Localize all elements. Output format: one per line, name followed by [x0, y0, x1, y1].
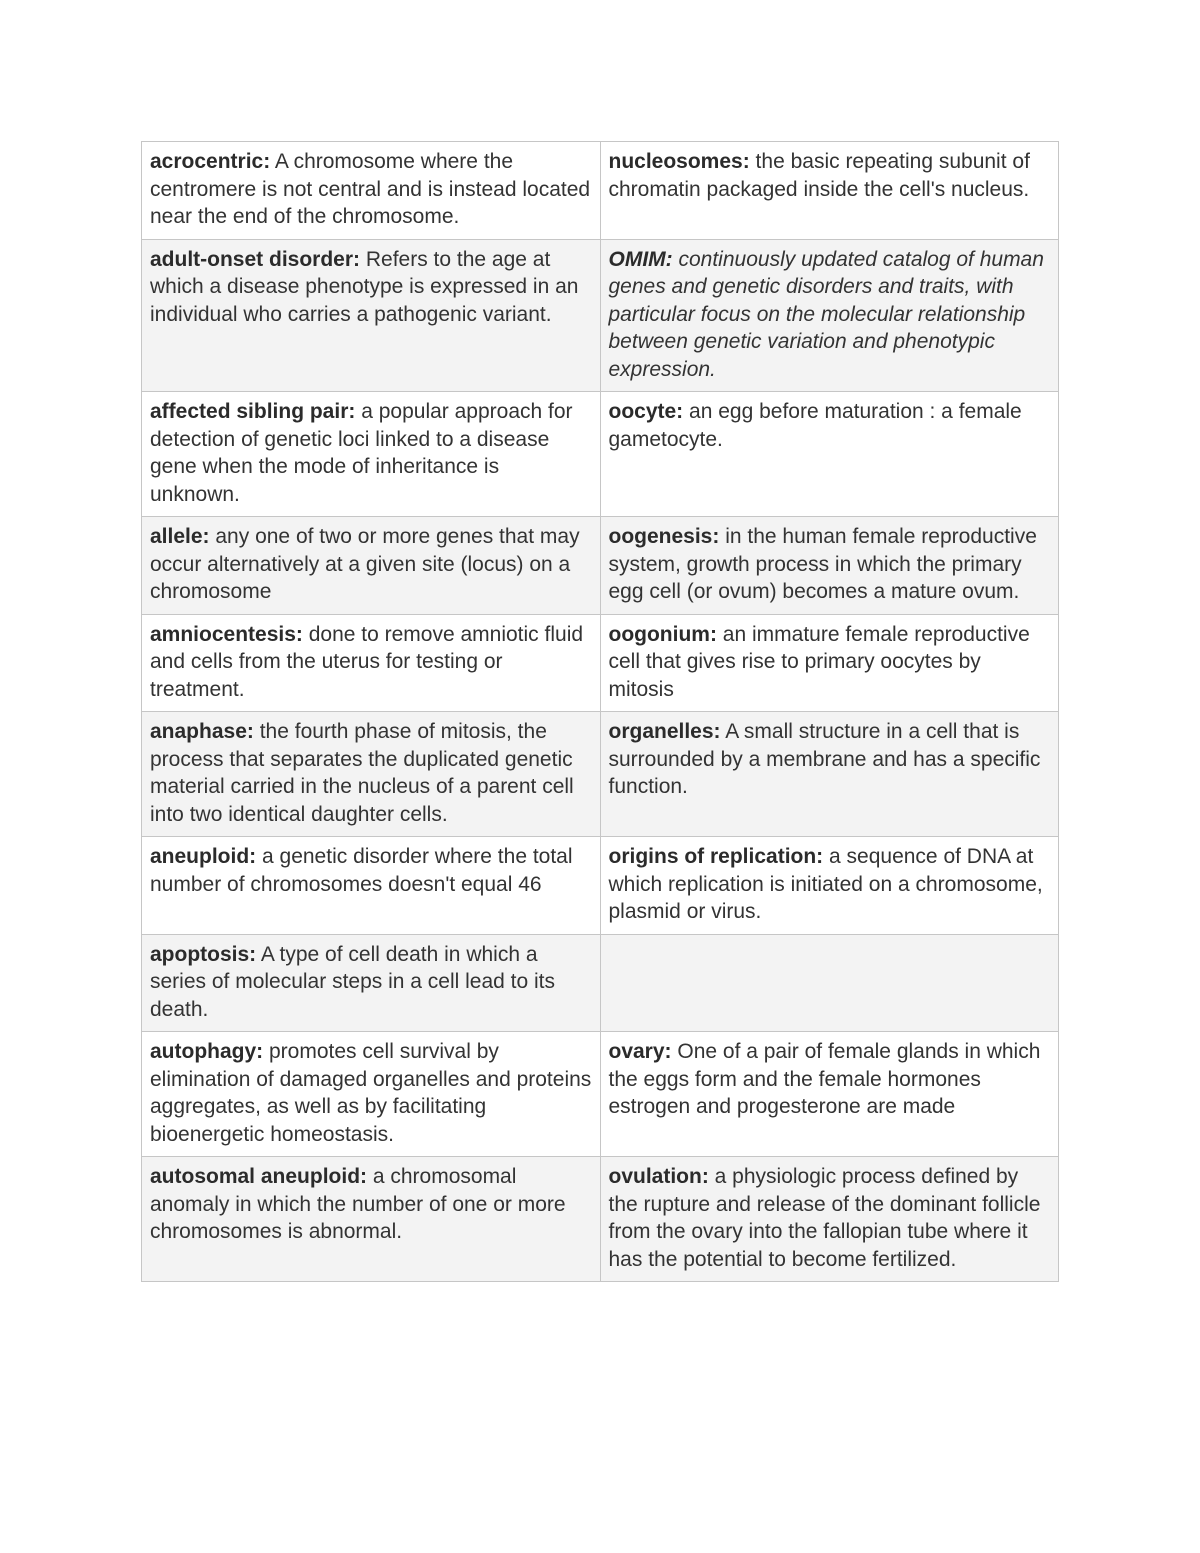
glossary-definition: A small structure in a cell that is surrounded by a membrane and has a specific function.	[608, 720, 1041, 798]
table-row	[142, 142, 1059, 240]
glossary-definition: the fourth phase of mitosis, the process that separates the duplicated genetic material carried in the nucleus of a parent cell into two identical daughter cells.	[150, 720, 574, 826]
glossary-term: amniocentesis:	[150, 622, 303, 646]
glossary-term: allele:	[150, 525, 210, 548]
glossary-term: ovulation:	[608, 1165, 709, 1188]
glossary-term: affected sibling pair:	[150, 400, 356, 423]
glossary-cell	[142, 1032, 601, 1157]
glossary-term: apoptosis:	[150, 942, 257, 966]
glossary-definition: Refers to the age at which a disease phenotype is expressed in an individual who carries a pathogenic variant.	[150, 247, 579, 326]
glossary-term: autosomal aneuploid:	[150, 1165, 368, 1188]
glossary-definition: promotes cell survival by elimination of damaged organelles and proteins aggregates, as well as by facilitating bioenergetic homeostasis.	[150, 1040, 592, 1146]
glossary-definition: One of a pair of female glands in which the eggs form and the female hormones estrogen and progesterone are made	[608, 1040, 1041, 1118]
glossary-cell	[142, 614, 601, 712]
table-row	[142, 837, 1059, 935]
glossary-cell	[600, 1032, 1059, 1157]
glossary-definition: in the human female reproductive system, growth process in which the primary egg cell (or ovum) becomes a mature ovum.	[608, 525, 1037, 603]
glossary-definition: A chromosome where the centromere is not central and is instead located near the end of the chromosome.	[150, 150, 591, 228]
glossary-definition: A type of cell death in which a series of molecular steps in a cell lead to its death.	[150, 942, 556, 1021]
glossary-table	[141, 141, 1059, 1282]
glossary-cell	[142, 142, 601, 240]
table-row	[142, 239, 1059, 392]
glossary-cell	[600, 712, 1059, 837]
glossary-cell	[142, 517, 601, 615]
glossary-term: acrocentric:	[150, 150, 271, 173]
glossary-cell	[142, 837, 601, 935]
glossary-term: anaphase:	[150, 720, 254, 743]
glossary-term: OMIM:	[608, 247, 673, 271]
table-row	[142, 614, 1059, 712]
glossary-cell	[600, 239, 1059, 392]
glossary-cell	[600, 1157, 1059, 1282]
glossary-term: nucleosomes:	[608, 150, 750, 173]
glossary-definition: the basic repeating subunit of chromatin packaged inside the cell's nucleus.	[608, 150, 1030, 201]
glossary-cell	[142, 1157, 601, 1282]
glossary-term: organelles:	[608, 720, 721, 743]
table-row	[142, 1032, 1059, 1157]
glossary-definition: a physiologic process defined by the rupture and release of the dominant follicle from the ovary into the fallopian tube where it has the potential to become fertilized.	[608, 1165, 1041, 1271]
glossary-term: autophagy:	[150, 1040, 264, 1063]
glossary-definition: an egg before maturation : a female gametocyte.	[608, 400, 1022, 451]
table-row	[142, 934, 1059, 1032]
glossary-cell	[600, 392, 1059, 517]
glossary-cell	[142, 712, 601, 837]
table-row	[142, 392, 1059, 517]
glossary-term: ovary:	[608, 1040, 672, 1063]
glossary-definition: any one of two or more genes that may occur alternatively at a given site (locus) on a chromosome	[150, 525, 580, 603]
glossary-term: oogonium:	[608, 622, 717, 646]
glossary-definition: done to remove amniotic fluid and cells from the uterus for testing or treatment.	[150, 622, 584, 701]
glossary-cell	[142, 934, 601, 1032]
glossary-term: origins of replication:	[608, 845, 824, 868]
glossary-cell-empty	[600, 934, 1059, 1032]
glossary-cell	[600, 517, 1059, 615]
glossary-cell	[600, 142, 1059, 240]
glossary-term: oogenesis:	[608, 525, 720, 548]
table-row	[142, 517, 1059, 615]
glossary-definition: a popular approach for detection of genetic loci linked to a disease gene when the mode of inheritance is unknown.	[150, 400, 573, 506]
glossary-definition: an immature female reproductive cell that gives rise to primary oocytes by mitosis	[608, 622, 1030, 701]
glossary-cell	[600, 837, 1059, 935]
glossary-term: adult-onset disorder:	[150, 247, 361, 271]
glossary-cell	[600, 614, 1059, 712]
glossary-definition: continuously updated catalog of human genes and genetic disorders and traits, with particular focus on the molecular relationship between genetic variation and phenotypic expression.	[608, 247, 1044, 381]
glossary-cell	[142, 392, 601, 517]
glossary-cell	[142, 239, 601, 392]
glossary-definition: a chromosomal anomaly in which the number of one or more chromosomes is abnormal.	[150, 1165, 566, 1243]
glossary-definition: a genetic disorder where the total number of chromosomes doesn't equal 46	[150, 845, 573, 896]
table-row	[142, 712, 1059, 837]
table-row	[142, 1157, 1059, 1282]
glossary-term: aneuploid:	[150, 845, 257, 868]
glossary-definition: a sequence of DNA at which replication is initiated on a chromosome, plasmid or virus.	[608, 845, 1043, 923]
glossary-term: oocyte:	[608, 400, 684, 423]
